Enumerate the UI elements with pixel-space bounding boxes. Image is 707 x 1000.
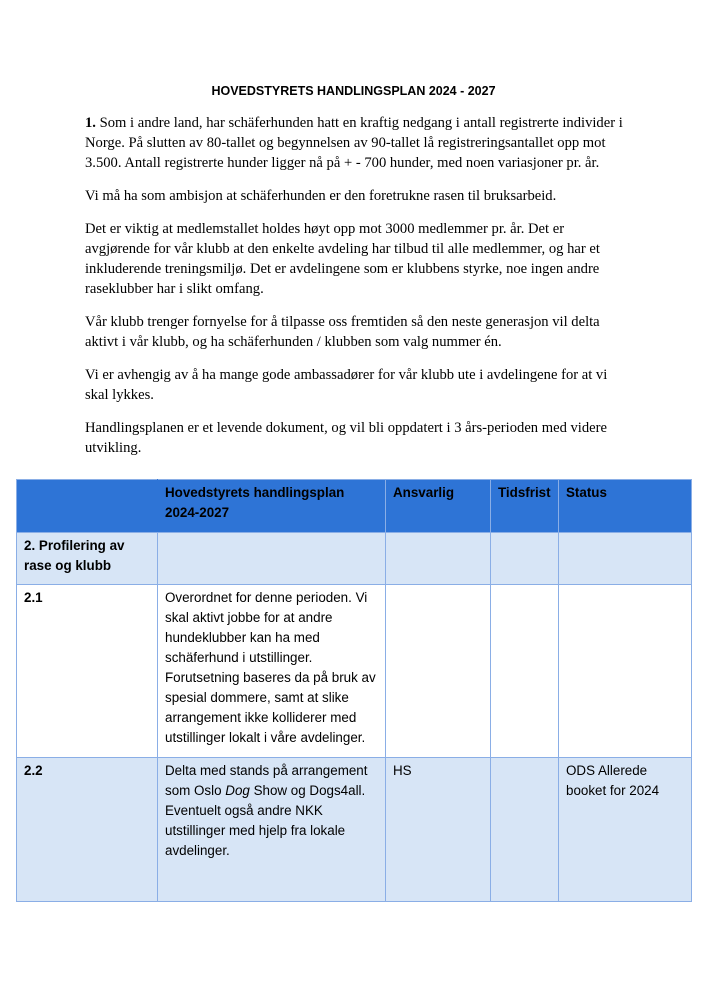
paragraph-6: Handlingsplanen er et levende dokument, og vil bli oppdatert i 3 års-perioden med videre utvikling.	[85, 420, 607, 456]
action-plan-table	[16, 479, 692, 902]
row-deadline	[491, 758, 559, 902]
plan-text-part: Show og Dogs4all. Eventuelt også andre NKK utstillinger med hjelp fra lokale avdelinger.	[165, 783, 366, 858]
table-header-row	[17, 480, 692, 533]
header-deadline: Tidsfrist	[491, 480, 559, 533]
row-plan: Overordnet for denne perioden. Vi skal aktivt jobbe for at andre hundeklubber kan ha med schäferhund i utstillinger. Forutsetning baseres da på bruk av spesial dommere, samt at slike arrangement ikke kolliderer med utstillinger lokalt i våre avdelinger.	[158, 585, 386, 758]
section-status-cell	[559, 533, 692, 585]
row-id: 2.1	[17, 585, 158, 758]
paragraph-number: 1.	[85, 115, 96, 131]
header-empty	[17, 480, 158, 533]
header-status: Status	[559, 480, 692, 533]
paragraph-4: Vår klubb trenger fornyelse for å tilpasse oss fremtiden så den neste generasjon vil delta aktivt i vår klubb, og ha schäferhunden / klubben som valg nummer én.	[85, 314, 600, 350]
paragraph-text: Som i andre land, har schäferhunden hatt en kraftig nedgang i antall registrerte individer i Norge. På slutten av 80-tallet og begynnelsen av 90-tallet lå registreringsantallet opp mot 3.500. Antall registrerte hunder ligger nå på + - 700 hunder, med noen variasjoner pr. år.	[85, 115, 623, 171]
section-plan-cell	[158, 533, 386, 585]
document-title: HOVEDSTYRETS HANDLINGSPLAN 2024 - 2027	[211, 84, 496, 98]
paragraph-3: Det er viktig at medlemstallet holdes høyt opp mot 3000 medlemmer pr. år. Det er avgjørende for vår klubb at den enkelte avdeling har tilbud til alle medlemmer, og har et inkluderende treningsmiljø. Det er avdelingene som er klubbens styrke, noe ingen andre raseklubber har i slikt omfang.	[85, 221, 600, 297]
section-row	[17, 533, 692, 585]
intro-text	[85, 113, 630, 471]
plan-text-part: Delta med stands på arrangement som Oslo	[165, 763, 368, 798]
paragraph-2: Vi må ha som ambisjon at schäferhunden er den foretrukne rasen til bruksarbeid.	[85, 188, 557, 204]
header-plan: Hovedstyrets handlingsplan 2024-2027	[158, 480, 386, 533]
row-status: ODS Allerede booket for 2024	[559, 758, 692, 902]
table-row	[17, 585, 692, 758]
paragraph-5: Vi er avhengig av å ha mange gode ambassadører for vår klubb ute i avdelingene for at vi skal lykkes.	[85, 367, 608, 403]
paragraph-1	[85, 113, 630, 173]
section-label: 2. Profilering av rase og klubb	[17, 533, 158, 585]
section-deadline-cell	[491, 533, 559, 585]
section-responsible-cell	[386, 533, 491, 585]
row-responsible: HS	[386, 758, 491, 902]
table-row	[17, 758, 692, 902]
row-responsible	[386, 585, 491, 758]
header-responsible: Ansvarlig	[386, 480, 491, 533]
row-id: 2.2	[17, 758, 158, 902]
plan-text-italic: Dog	[225, 783, 250, 798]
row-status	[559, 585, 692, 758]
row-deadline	[491, 585, 559, 758]
row-plan	[158, 758, 386, 902]
